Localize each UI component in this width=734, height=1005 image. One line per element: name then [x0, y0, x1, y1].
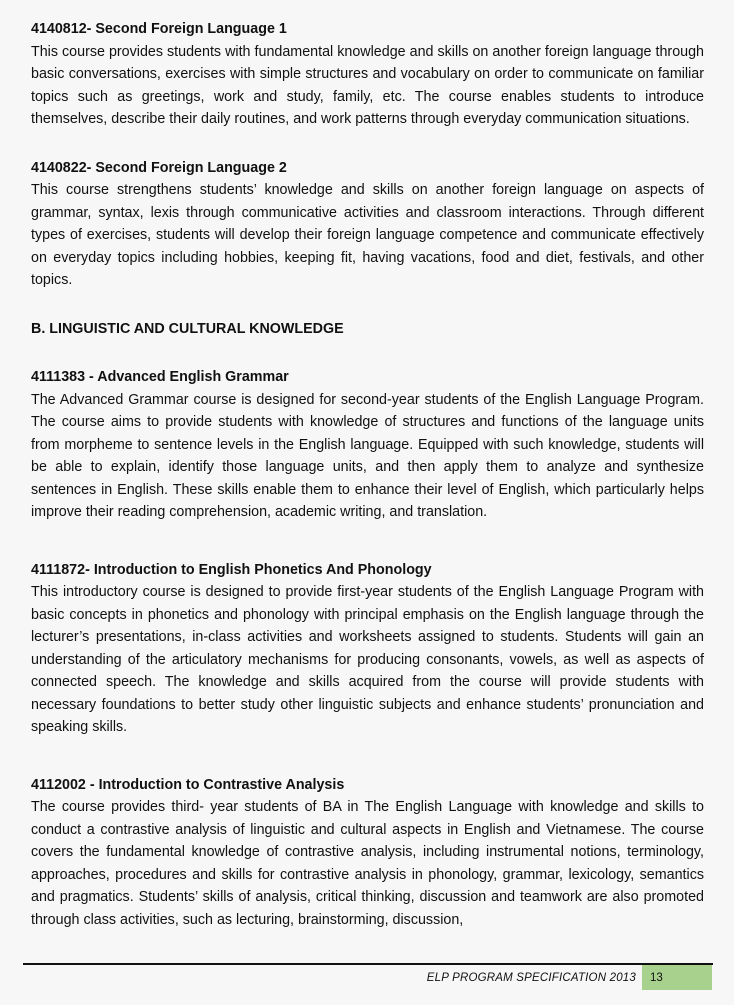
page-number: 13	[650, 972, 663, 984]
course-title: 4112002 - Introduction to Contrastive Analysis	[31, 776, 345, 793]
course-second-foreign-language-2	[31, 157, 704, 292]
course-title: 4111872- Introduction to English Phonetics And Phonology	[31, 561, 432, 578]
footer-divider	[23, 963, 713, 965]
course-description: The course provides third- year students of BA in The English Language with knowledge and skills to conduct a contrastive analysis of linguistic and cultural aspects in English and Vietnamese. The course covers the fundamental knowledge of contrastive analysis, including instrumental notions, terminology, approaches, procedures and skills for contrastive analysis in phonology, grammar, lexicology, semantics and pragmatics. Students’ skills of analysis, critical thinking, discussion and teamwork are also promoted through class activities, such as lecturing, brainstorming, discussion,	[31, 799, 704, 928]
course-description: This introductory course is designed to provide first-year students of the English Language Program with basic concepts in phonetics and phonology with principal emphasis on the English language through the lecturer’s presentations, in-class activities and worksheets assigned to students. Students will gain an understanding of the articulatory mechanisms for producing consonants, vowels, as well as aspects of connected speech. The knowledge and skills acquired from the course will provide students with necessary foundations to better study other linguistic subjects and enhance students’ pronunciation and speaking skills.	[31, 584, 704, 735]
course-title: 4111383 - Advanced English Grammar	[31, 369, 289, 385]
course-title: 4140822- Second Foreign Language 2	[31, 159, 287, 176]
footer-title: ELP PROGRAM SPECIFICATION 2013	[426, 972, 636, 984]
document-body	[31, 18, 704, 931]
course-description: This course strengthens students’ knowledge and skills on another foreign language on aspects of grammar, syntax, lexis through communicative activities and classroom interactions. Through different types of exercises, students will develop their foreign language competence and communicate effectively on everyday topics including hobbies, keeping fit, having vacations, food and diet, festivals, and other topics.	[31, 182, 704, 288]
course-description: This course provides students with fundamental knowledge and skills on another foreign language through basic conversations, exercises with simple structures and vocabulary on order to communicate on familiar topics such as greetings, work and study, family, etc. The course enables students to introduce themselves, describe their daily routines, and work patterns through everyday communication situations.	[31, 43, 704, 127]
course-advanced-english-grammar	[31, 366, 704, 524]
page-number-box	[642, 965, 712, 990]
course-second-foreign-language-1	[31, 18, 704, 131]
course-description: The Advanced Grammar course is designed for second-year students of the English Language Program. The course aims to provide students with knowledge of structures and functions of the language units from morpheme to sentence levels in the English language. Equipped with such knowledge, students will be able to explain, identify those language units, and then apply them to analyze and synthesize sentences in English. These skills enable them to enhance their level of English, which particularly helps improve their reading comprehension, academic writing, and translation.	[31, 391, 704, 520]
course-phonetics-phonology	[31, 559, 704, 739]
course-contrastive-analysis	[31, 774, 704, 932]
course-title: 4140812- Second Foreign Language 1	[31, 21, 287, 37]
section-heading: B. LINGUISTIC AND CULTURAL KNOWLEDGE	[31, 320, 344, 337]
